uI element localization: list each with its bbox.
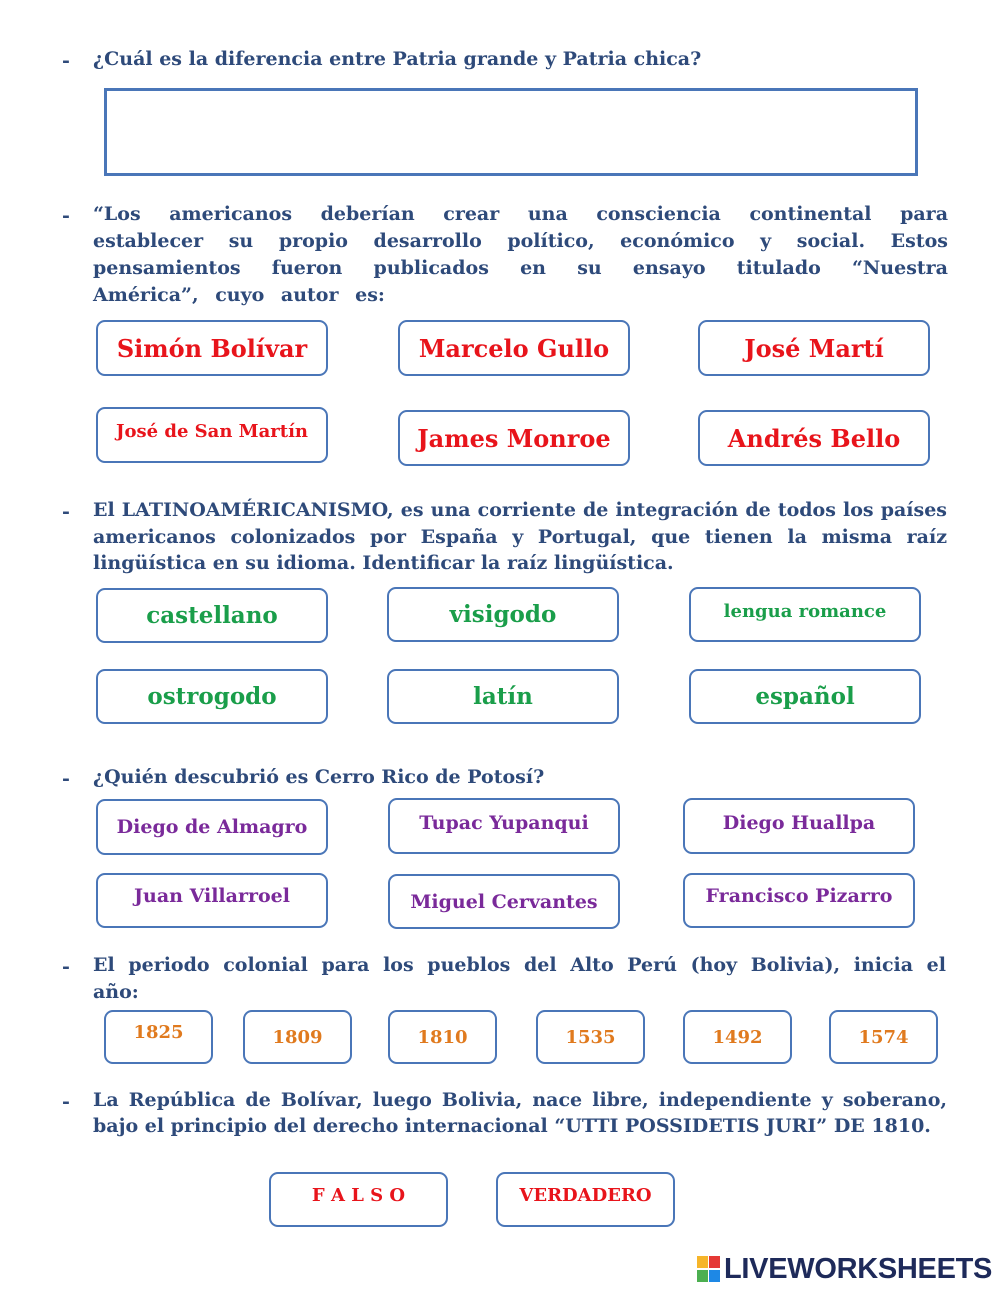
option-jose-marti[interactable]: José Martí: [698, 320, 930, 376]
option-diego-huallpa[interactable]: Diego Huallpa: [683, 798, 915, 854]
option-year-1535[interactable]: 1535: [536, 1010, 645, 1064]
option-marcelo-gullo[interactable]: Marcelo Gullo: [398, 320, 630, 376]
bullet-dash: -: [62, 956, 70, 978]
option-year-1574[interactable]: 1574: [829, 1010, 938, 1064]
option-visigodo[interactable]: visigodo: [387, 587, 619, 642]
question-5-text: El periodo colonial para los pueblos del Alto Perú (hoy Bolivia), inicia el año:: [93, 954, 946, 1003]
question-1-text: ¿Cuál es la diferencia entre Patria grande y Patria chica?: [93, 48, 702, 70]
option-simon-bolivar[interactable]: Simón Bolívar: [96, 320, 328, 376]
brand-name: LIVEWORKSHEETS: [724, 1252, 993, 1285]
option-castellano[interactable]: castellano: [96, 588, 328, 643]
question-6-text: La República de Bolívar, luego Bolivia, nace libre, independiente y soberano, bajo el principio del derecho internacional “UTTI POSSIDETIS JURI” DE 1810.: [93, 1089, 947, 1137]
option-latin[interactable]: latín: [387, 669, 619, 724]
option-falso[interactable]: F A L S O: [269, 1172, 448, 1227]
option-miguel-cervantes[interactable]: Miguel Cervantes: [388, 874, 620, 929]
answer-input-1[interactable]: [104, 88, 918, 176]
option-year-1492[interactable]: 1492: [683, 1010, 792, 1064]
option-verdadero[interactable]: VERDADERO: [496, 1172, 675, 1227]
question-3-text: El LATINOAMÉRICANISMO, es una corriente de integración de todos los países americanos colonizados por España y Portugal, que tienen la misma raíz lingüística en su idioma. Identificar la raíz lingüística.: [93, 499, 947, 574]
bullet-dash: -: [62, 768, 70, 790]
question-4-text: ¿Quién descubrió es Cerro Rico de Potosí?: [93, 766, 545, 788]
option-lengua-romance[interactable]: lengua romance: [689, 587, 921, 642]
question-2-text: “Los americanos deberían crear una consciencia continental para establecer su propio desarrollo político, económico y social. Estos pensamientos fueron publicados en su ensayo titulado “Nuestra América”, cuyo autor es:: [93, 203, 948, 306]
bullet-dash: -: [62, 50, 70, 72]
option-espanol[interactable]: español: [689, 669, 921, 724]
liveworksheets-logo-icon: [696, 1254, 722, 1284]
option-ostrogodo[interactable]: ostrogodo: [96, 669, 328, 724]
option-year-1809[interactable]: 1809: [243, 1010, 352, 1064]
liveworksheets-brand: [696, 1252, 992, 1286]
option-andres-bello[interactable]: Andrés Bello: [698, 410, 930, 466]
bullet-dash: -: [62, 501, 70, 523]
option-jose-de-san-martin[interactable]: José de San Martín: [96, 407, 328, 463]
option-year-1810[interactable]: 1810: [388, 1010, 497, 1064]
option-diego-de-almagro[interactable]: Diego de Almagro: [96, 799, 328, 855]
bullet-dash: -: [62, 1091, 70, 1113]
option-year-1825[interactable]: 1825: [104, 1010, 213, 1064]
bullet-dash: -: [62, 205, 70, 227]
option-james-monroe[interactable]: James Monroe: [398, 410, 630, 466]
option-francisco-pizarro[interactable]: Francisco Pizarro: [683, 873, 915, 928]
option-tupac-yupanqui[interactable]: Tupac Yupanqui: [388, 798, 620, 854]
option-juan-villarroel[interactable]: Juan Villarroel: [96, 873, 328, 928]
